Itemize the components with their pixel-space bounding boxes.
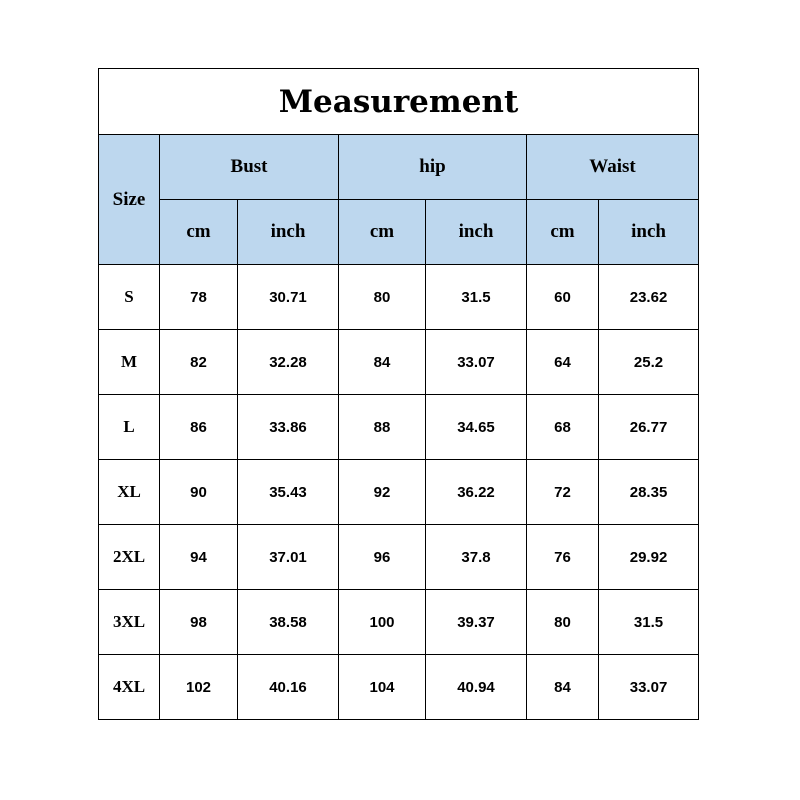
size-cell: 4XL	[99, 655, 160, 720]
measurement-table	[98, 68, 699, 720]
value-cell: 64	[527, 330, 599, 395]
unit-header: cm	[160, 200, 238, 265]
value-cell: 23.62	[599, 265, 699, 330]
table-row	[99, 655, 699, 720]
table-row	[99, 590, 699, 655]
value-cell: 33.07	[599, 655, 699, 720]
value-cell: 102	[160, 655, 238, 720]
unit-header: cm	[527, 200, 599, 265]
value-cell: 40.16	[238, 655, 339, 720]
value-cell: 98	[160, 590, 238, 655]
value-cell: 100	[339, 590, 426, 655]
value-cell: 84	[527, 655, 599, 720]
size-cell: L	[99, 395, 160, 460]
value-cell: 31.5	[599, 590, 699, 655]
value-cell: 38.58	[238, 590, 339, 655]
value-cell: 33.07	[426, 330, 527, 395]
table-row	[99, 265, 699, 330]
size-cell: M	[99, 330, 160, 395]
value-cell: 60	[527, 265, 599, 330]
table-row	[99, 395, 699, 460]
hip-header: hip	[339, 135, 527, 200]
value-cell: 36.22	[426, 460, 527, 525]
value-cell: 29.92	[599, 525, 699, 590]
size-cell: S	[99, 265, 160, 330]
value-cell: 88	[339, 395, 426, 460]
value-cell: 31.5	[426, 265, 527, 330]
value-cell: 34.65	[426, 395, 527, 460]
value-cell: 86	[160, 395, 238, 460]
table-row	[99, 460, 699, 525]
size-header: Size	[99, 135, 160, 265]
value-cell: 92	[339, 460, 426, 525]
value-cell: 82	[160, 330, 238, 395]
title-row	[99, 69, 699, 135]
unit-header: inch	[426, 200, 527, 265]
value-cell: 80	[527, 590, 599, 655]
value-cell: 80	[339, 265, 426, 330]
size-cell: 3XL	[99, 590, 160, 655]
size-cell: XL	[99, 460, 160, 525]
group-header-row	[99, 135, 699, 200]
value-cell: 33.86	[238, 395, 339, 460]
unit-header-row	[99, 200, 699, 265]
value-cell: 40.94	[426, 655, 527, 720]
value-cell: 37.01	[238, 525, 339, 590]
unit-header: inch	[238, 200, 339, 265]
value-cell: 84	[339, 330, 426, 395]
waist-header: Waist	[527, 135, 699, 200]
value-cell: 94	[160, 525, 238, 590]
table-row	[99, 525, 699, 590]
value-cell: 68	[527, 395, 599, 460]
table-row	[99, 330, 699, 395]
value-cell: 72	[527, 460, 599, 525]
value-cell: 96	[339, 525, 426, 590]
table-title: Measurement	[99, 69, 699, 135]
value-cell: 104	[339, 655, 426, 720]
value-cell: 32.28	[238, 330, 339, 395]
value-cell: 76	[527, 525, 599, 590]
bust-header: Bust	[160, 135, 339, 200]
value-cell: 26.77	[599, 395, 699, 460]
value-cell: 39.37	[426, 590, 527, 655]
unit-header: inch	[599, 200, 699, 265]
value-cell: 28.35	[599, 460, 699, 525]
value-cell: 78	[160, 265, 238, 330]
unit-header: cm	[339, 200, 426, 265]
value-cell: 30.71	[238, 265, 339, 330]
size-cell: 2XL	[99, 525, 160, 590]
value-cell: 37.8	[426, 525, 527, 590]
value-cell: 90	[160, 460, 238, 525]
value-cell: 35.43	[238, 460, 339, 525]
value-cell: 25.2	[599, 330, 699, 395]
